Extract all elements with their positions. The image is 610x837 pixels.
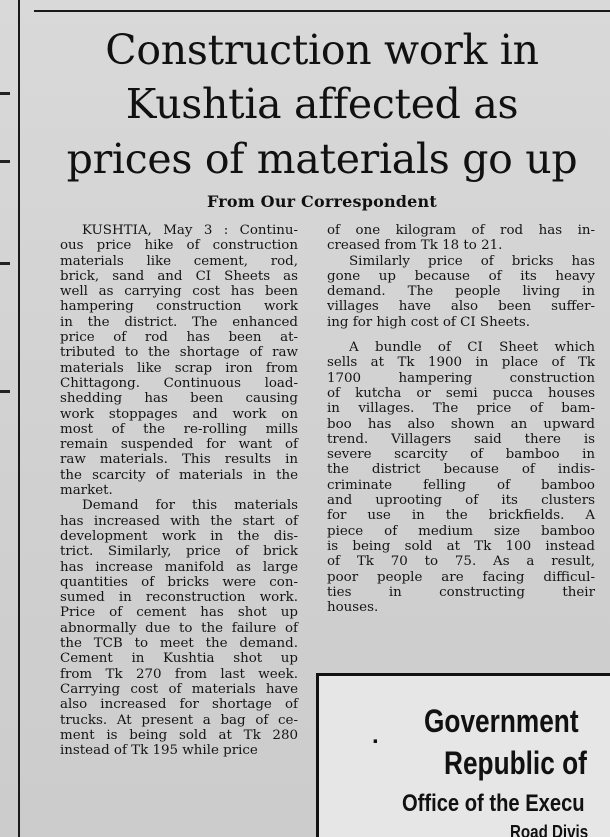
article-column-1 xyxy=(60,223,298,758)
article-text-line: quantities of bricks were con- xyxy=(60,574,298,590)
article-text-line: work stoppages and work on xyxy=(60,406,298,422)
article-text-line: criminate felling of bamboo xyxy=(327,477,595,493)
top-rule xyxy=(34,10,610,12)
advertisement-line-3: Office of the Execu xyxy=(402,790,585,817)
article-text-line: the district because of indis- xyxy=(327,462,595,478)
article-text-line: instead of Tk 195 while price xyxy=(60,743,258,759)
advertisement-line-2: Republic of xyxy=(444,745,587,781)
article-column-2-bottom xyxy=(327,340,595,615)
article-text-line: boo has also shown an upward xyxy=(327,416,595,432)
article-text-line: raw materials. This results in xyxy=(60,452,298,468)
article-text-line: gone up because of its heavy xyxy=(327,268,595,284)
article-text-line: poor people are facing difficul- xyxy=(327,569,595,585)
advertisement-bullet: . xyxy=(372,722,379,749)
article-text-line: ous price hike of construction xyxy=(60,238,298,254)
article-text-line: ing for high cost of CI Sheets. xyxy=(327,314,531,330)
article-column-2-top xyxy=(327,223,595,330)
article-text-line: price of rod has been at- xyxy=(60,330,298,346)
article-text-line: Carrying cost of materials have xyxy=(60,681,298,697)
article-text-line: has increase manifold as large xyxy=(60,559,298,575)
article-text-line: well as carrying cost has been xyxy=(60,284,298,300)
edge-mark xyxy=(0,160,10,163)
article-text-line: trend. Villagers said there is xyxy=(327,431,595,447)
article-text-line: of kutcha or semi pucca houses xyxy=(327,385,595,401)
article-text-line: A bundle of CI Sheet which xyxy=(349,340,595,356)
advertisement-line-4: Road Divis xyxy=(510,822,589,837)
headline-line-1: Construction work in xyxy=(105,26,539,74)
article-text-line: ties in constructing their xyxy=(327,584,595,600)
article-text-line: Cement in Kushtia shot up xyxy=(60,651,298,667)
edge-mark xyxy=(0,92,10,95)
article-text-line: in the district. The enhanced xyxy=(60,314,298,330)
article-text-line: Chittagong. Continuous load- xyxy=(60,375,298,391)
article-text-line: materials like cement, rod, xyxy=(60,253,298,269)
article-text-line: of one kilogram of rod has in- xyxy=(327,223,595,238)
advertisement-line-1: Government xyxy=(424,703,579,739)
article-text-line: trucks. At present a bag of ce- xyxy=(60,712,298,728)
article-column-2 xyxy=(327,223,595,615)
column-divider xyxy=(18,0,20,837)
article-text-line: in villages. The price of bam- xyxy=(327,401,595,417)
article-text-line: development work in the dis- xyxy=(60,528,298,544)
article-text-line: hampering construction work xyxy=(60,299,298,315)
byline: From Our Correspondent xyxy=(207,192,437,211)
article-text-line: abnormally due to the failure of xyxy=(60,620,298,636)
article-text-line: sells at Tk 1900 in place of Tk xyxy=(327,355,595,371)
article-text-line: Similarly price of bricks has xyxy=(349,253,595,269)
article-text-line: demand. The people living in xyxy=(327,284,595,300)
article-text-line: brick, sand and CI Sheets as xyxy=(60,268,298,284)
article-text-line: severe scarcity of bamboo in xyxy=(327,447,595,463)
headline-line-2: Kushtia affected as xyxy=(125,80,519,128)
article-text-line: trict. Similarly, price of brick xyxy=(60,544,298,560)
article-text-line: Price of cement has shot up xyxy=(60,605,298,621)
article-text-line: villages have also been suffer- xyxy=(327,299,595,315)
article-text-line: and uprooting of its clusters xyxy=(327,493,595,509)
article-text-line: sumed in reconstruction work. xyxy=(60,590,298,606)
article-text-line: tributed to the shortage of raw xyxy=(60,345,298,361)
article-text-line: KUSHTIA, May 3 : Continu- xyxy=(82,223,298,238)
edge-mark xyxy=(0,262,10,265)
article-text-line: market. xyxy=(60,483,113,499)
article-text-line: piece of medium size bamboo xyxy=(327,523,595,539)
article-text-line: the scarcity of materials in the xyxy=(60,467,298,483)
article-text-line: remain suspended for want of xyxy=(60,437,298,453)
article-text-line: of Tk 70 to 75. As a result, xyxy=(327,554,595,570)
article-text-line: most of the re-rolling mills xyxy=(60,421,298,437)
article-text-line: also increased for shortage of xyxy=(60,697,298,713)
article-text-line: for use in the brickfields. A xyxy=(327,508,595,524)
article-text-line: 1700 hampering construction xyxy=(327,370,595,386)
article-text-line: is being sold at Tk 100 instead xyxy=(327,538,595,554)
article-text-line: materials like scrap iron from xyxy=(60,360,298,376)
article-text-line: the TCB to meet the demand. xyxy=(60,636,298,652)
article-text-line: from Tk 270 from last week. xyxy=(60,666,298,682)
article-text-line: shedding has been causing xyxy=(60,391,298,407)
edge-mark xyxy=(0,390,10,393)
article-text-line: houses. xyxy=(327,600,379,616)
article-text-line: ment is being sold at Tk 280 xyxy=(60,727,298,743)
article-text-line: creased from Tk 18 to 21. xyxy=(327,238,503,254)
headline-line-3: prices of materials go up xyxy=(66,135,578,183)
article-text-line: has increased with the start of xyxy=(60,513,298,529)
article-text-line: Demand for this materials xyxy=(82,498,298,514)
